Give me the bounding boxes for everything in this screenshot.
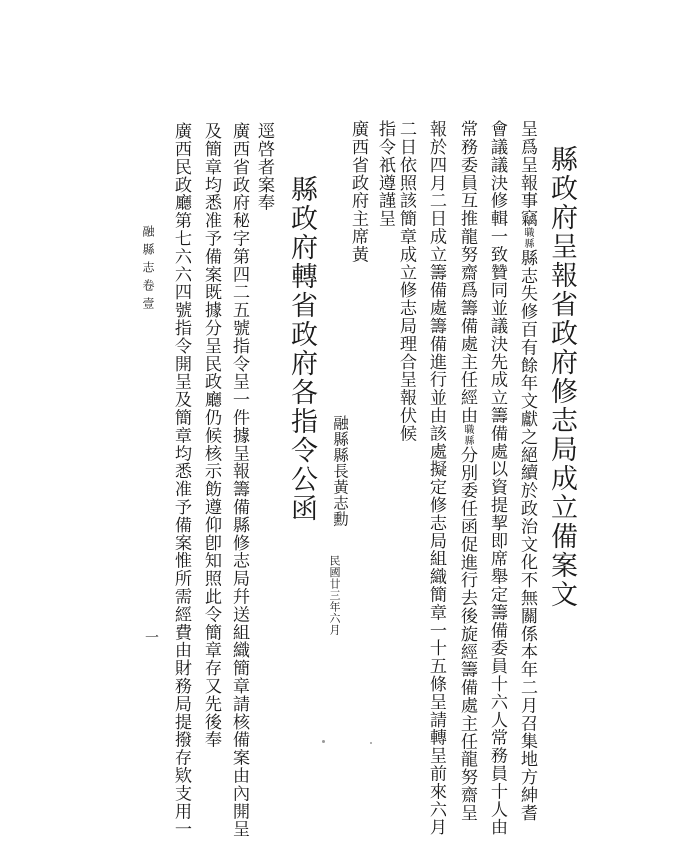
petition-line-3-honorific: 職縣 — [462, 424, 473, 446]
recipient-line: 廣西省政府主席黃 — [348, 120, 368, 264]
petition-line-4-text: 報於四月二日成立籌備處籌備進行並由該處擬定修志局組織簡章一十五條呈請轉呈前來六月 — [426, 120, 446, 836]
letter-line-4: 廣西民政廳第七六六四號指令開呈及簡章均悉准予備案惟所需經費由財務局提撥存欵支用一 — [171, 122, 191, 838]
volume-side-label: 融縣志卷壹 — [141, 225, 155, 315]
letter-line-3: 及簡章均悉准予備案既據分呈民政廳仍候核示飭遵仰卽知照此令簡章存又先後奉 — [201, 122, 221, 749]
signature: 融縣縣長黃志勳 — [331, 415, 349, 527]
petition-line-1-text-b: 縣志失修百有餘年文獻之絕續於政治文化不無關係本年二月召集地方紳耆 — [517, 248, 537, 822]
petition-line-1-text-a: 呈爲呈報事竊 — [517, 120, 537, 228]
petition-line-1-honorific: 職縣 — [522, 227, 533, 249]
letter-line-2: 廣西省政府秘字第四二五號指令呈一件據呈報籌備縣修志局幷送組織簡章請核備案由內開呈 — [229, 122, 249, 838]
page-number: 一 — [143, 630, 159, 644]
petition-line-5 — [397, 120, 414, 442]
petition-line-3 — [458, 120, 475, 822]
petition-line-2-text: 會議議決修輯一致贊同並議決先成立籌備處以資提挈即席舉定籌備委員十六人常務員十人由 — [487, 120, 507, 836]
petition-line-2 — [488, 120, 505, 836]
petition-line-3-text-a: 常務委員互推龍努齋爲籌備處主任經由 — [457, 120, 477, 425]
signature-date: 民國廿三年六月 — [328, 555, 341, 636]
instruction-line: 指令祇遵謹呈 — [375, 120, 395, 228]
scan-speck — [370, 742, 372, 744]
petition-line-3-text-b: 分別委任函促進行去後旋經籌備處主任龍努齋呈 — [457, 445, 477, 822]
title-petition: 縣政府呈報省政府修志局成立備案文 — [546, 145, 577, 609]
petition-line-5-text: 二日依照該簡章成立修志局理合呈報伏候 — [396, 120, 416, 443]
letter-line-1: 逕啓者案奉 — [254, 122, 274, 212]
petition-line-1 — [518, 120, 535, 822]
petition-line-4 — [427, 120, 444, 836]
scan-speck — [322, 740, 325, 743]
title-letter: 縣政府轉省政府各指令公函 — [286, 175, 317, 523]
